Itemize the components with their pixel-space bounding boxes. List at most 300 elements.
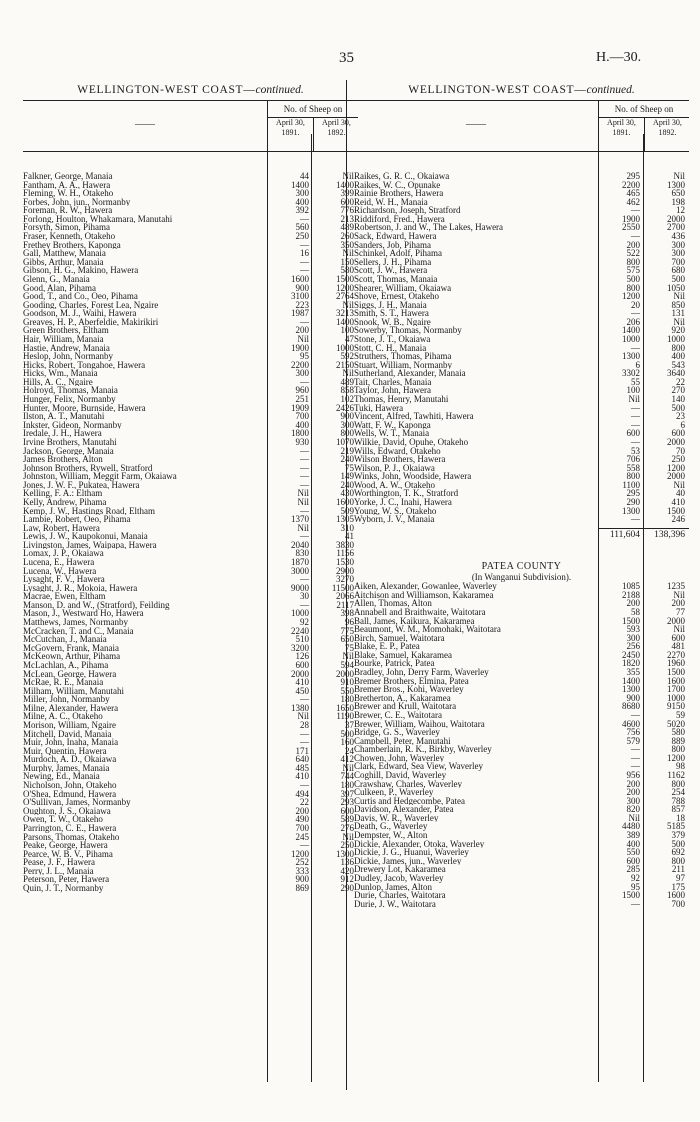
owner-name: Robertson, J. and W., The Lakes, Hawera (354, 223, 504, 233)
owner-name: Sowerby, Thomas, Normanby (354, 326, 462, 335)
owner-name: McLean, George, Hawera (23, 669, 117, 679)
sheep-1891: 92 (300, 617, 309, 628)
sheep-1891: 1909 (291, 402, 309, 413)
sheep-1892: 100 (340, 325, 354, 336)
sheep-1891: 1987 (291, 308, 309, 319)
owner-name: Brewer and Krull, Waitotara (354, 702, 457, 711)
sheep-1891: 465 (626, 188, 640, 199)
sheep-1892: 700 (671, 256, 685, 267)
sheep-1892: 912 (340, 874, 354, 885)
sheep-1891: Nil (297, 488, 309, 499)
owner-name: Glenn, G., Manaia (23, 274, 90, 284)
owner-name: Dickie, James, jun., Waverley (354, 856, 462, 866)
sheep-1892: 858 (340, 385, 354, 396)
owner-name: Beaumont, W. M., Momohaki, Waitotara (354, 625, 501, 634)
owner-name: Coghill, David, Waverley (354, 771, 447, 780)
sheep-1891: 8680 (622, 701, 640, 712)
sheep-1891: 522 (626, 248, 640, 259)
sheep-1892: 1235 (667, 581, 685, 592)
sheep-1891: 485 (295, 762, 309, 773)
owner-name: Morison, William, Ngaire (23, 721, 116, 730)
owner-name: Aiken, Alexander, Gowanlee, Waverley (354, 582, 497, 591)
sheep-1892: 254 (671, 787, 685, 798)
sheep-1891: 295 (626, 488, 640, 499)
sheep-1892: 889 (671, 735, 685, 746)
owner-name: Chamberlain, R. K., Birkby, Waverley (354, 745, 492, 754)
sheep-1891: — (300, 728, 309, 739)
sheep-1892: 2764 (336, 291, 354, 302)
owner-name: Snook, W. B., Ngaire (354, 317, 431, 327)
owner-name: Hastie, Andrew, Manaia (23, 343, 110, 353)
sheep-1892: 600 (671, 632, 685, 643)
owner-name: Law, Robert, Hawera (23, 523, 100, 533)
owner-name: Goodson, M. J., Waihi, Hawera (23, 309, 137, 318)
sheep-1892: 150 (340, 256, 354, 267)
sheep-1892: 910 (340, 677, 354, 688)
owner-name: Foreman, R. W., Hawera (23, 206, 113, 215)
sheep-1892: 1000 (667, 692, 685, 703)
owner-name: Owen, T. W., Otakeho (23, 815, 103, 824)
owner-name: Blake, E. P., Patea (354, 642, 420, 651)
sheep-1892: 75 (345, 462, 354, 473)
sheep-1891: 500 (626, 273, 640, 284)
owner-name: Riddiford, Fred., Hawera (354, 214, 445, 224)
sheep-1891: — (300, 574, 309, 585)
sheep-1892: 1600 (667, 675, 685, 686)
owner-name: Newing, Ed., Manaia (23, 772, 100, 782)
sheep-1891: 800 (626, 282, 640, 293)
owner-name: Scott, J. W., Hawera (354, 266, 428, 275)
sheep-1892: 5020 (667, 718, 685, 729)
sheep-1892: 412 (340, 754, 354, 765)
sheep-1891: 290 (626, 496, 640, 507)
sheep-1891: 494 (295, 788, 309, 799)
sheep-1892: 379 (671, 830, 685, 841)
owner-name: Shove, Ernest, Otakeho (354, 292, 439, 301)
sheep-1891: — (631, 411, 640, 422)
sheep-1891: 2450 (622, 649, 640, 660)
owner-name: Wilson, P. J., Okaiawa (354, 463, 435, 473)
sheep-1891: 1500 (622, 890, 640, 901)
county-subheading: (In Wanganui Subdivision). (471, 572, 572, 583)
owner-name: Aitchison and Williamson, Kakaramea (354, 590, 494, 600)
owner-name: Raikes, G. R. C., Okaiawa (354, 172, 450, 181)
sheep-1892: 250 (671, 454, 685, 465)
owner-name: Lewis, J. W., Kaupokonui, Manaia (23, 532, 148, 541)
sheep-1892: Nil (342, 651, 354, 662)
col-1892-header: April 30, 1892. (313, 118, 359, 151)
owner-name: Yorke, J. C., Inahi, Hawera (354, 497, 452, 507)
sheep-1891: 462 (626, 196, 640, 207)
sheep-1891: 1300 (622, 684, 640, 695)
owner-name: Sanders, Job, Pihama (354, 240, 431, 250)
sheep-1892: 149 (340, 471, 354, 482)
owner-name: Frethey Brothers, Kaponga (23, 240, 121, 250)
sheep-1892: 136 (340, 857, 354, 868)
sheep-1891: — (631, 308, 640, 319)
owner-name: Crawshaw, Charles, Waverley (354, 779, 462, 789)
owner-name: Stott, C. H., Manaia (354, 343, 427, 353)
sheep-1891: 579 (626, 735, 640, 746)
sheep-1892: Nil (673, 624, 685, 635)
sheep-1891: Nil (628, 812, 640, 823)
sheep-1891: 1380 (291, 702, 309, 713)
sheep-1892: 1200 (667, 462, 685, 473)
owner-name: Hicks, Robert, Tongahoe, Hawera (23, 360, 146, 370)
sheep-1892: 744 (340, 771, 354, 782)
owner-name: Gooding, Charles, Forest Lea, Ngaire (23, 300, 159, 310)
owner-name: Kelling, F. A.: Eltham (23, 489, 103, 498)
sheep-1891: 756 (626, 727, 640, 738)
sheep-1892: 12 (676, 205, 685, 216)
sheep-1891: 53 (631, 445, 640, 456)
owner-name: Hunger, Felix, Normanby (23, 395, 116, 404)
owner-name: Iredale, J. H., Hawera (23, 429, 102, 438)
owner-name: Dudley, Jacob, Waverley (354, 873, 444, 883)
sheep-1891: 800 (626, 256, 640, 267)
sheep-1892: 800 (671, 778, 685, 789)
sheep-1891: Nil (297, 333, 309, 344)
sheep-1891: 2200 (291, 359, 309, 370)
owner-name: O'Shea, Edmund, Hawera (23, 789, 117, 799)
sheep-1891: 820 (626, 804, 640, 815)
owner-name: Mason, J., Westward Ho, Hawera (23, 609, 144, 619)
sheep-1891: 1500 (622, 615, 640, 626)
owner-name: Kemp, J. W., Hastings Road, Eltham (23, 506, 155, 516)
sheep-1892: 600 (340, 196, 354, 207)
sheep-1892: 509 (340, 505, 354, 516)
sheep-1891: 700 (295, 411, 309, 422)
owner-name: Winks, John, Woodside, Hawera (354, 472, 472, 481)
owner-name: Thomas, Henry, Manutahi (354, 395, 449, 404)
sheep-1892: 580 (340, 265, 354, 276)
owner-name: Lysaght, F. V., Hawera (23, 575, 105, 584)
owner-name: McLachlan, A., Pihama (23, 660, 109, 670)
sheep-1892: 276 (340, 822, 354, 833)
sheep-1892: 650 (671, 188, 685, 199)
sheep-1892: 160 (340, 737, 354, 748)
owner-name: Lambie, Robert, Oeo, Pihama (23, 515, 131, 524)
sheep-1891: — (631, 419, 640, 430)
sheep-1891: — (300, 471, 309, 482)
owner-name: Siggs, J. H., Manaia (354, 300, 427, 310)
sheep-1892: 857 (671, 804, 685, 815)
sheep-1891: 510 (295, 634, 309, 645)
sheep-1892: 400 (671, 351, 685, 362)
col-1891-header: April 30, 1891. (276, 118, 305, 137)
sheep-1892: 175 (671, 881, 685, 892)
column-rule (643, 134, 644, 1082)
sheep-1891: 300 (626, 795, 640, 806)
sheep-1892: 11500 (331, 582, 354, 593)
sheep-1892: 600 (671, 428, 685, 439)
owner-name: Hicks, Wm., Manaia (23, 369, 98, 378)
sheep-1892: 1400 (336, 316, 354, 327)
sheep-1891: 1100 (622, 479, 640, 490)
sheep-1892: Nil (673, 316, 685, 327)
sheep-1891: 28 (300, 720, 309, 730)
sheep-1892: Nil (342, 762, 354, 773)
sheep-1892: 310 (340, 522, 354, 533)
right-column (354, 84, 689, 908)
owner-name: Smith, S. T., Hawera (354, 309, 429, 318)
sheep-1892: 97 (676, 872, 685, 883)
sheep-1892: 1305 (336, 514, 354, 525)
sheep-1892: 1700 (667, 684, 685, 695)
sheep-count-header: No. of Sheep on (599, 101, 689, 118)
sheep-1891: 2040 (291, 539, 309, 550)
sheep-1892: Nil (673, 171, 685, 181)
sheep-1892: 240 (340, 454, 354, 465)
sheep-1892: 1600 (336, 496, 354, 507)
owner-name: Tait, Charles, Manaia (354, 377, 432, 387)
sheep-1892: 293 (340, 797, 354, 808)
sheep-1892: 788 (671, 795, 685, 806)
owner-name: Sellers, J. H., Pihama (354, 257, 432, 267)
column-rule (311, 134, 312, 1082)
sheep-1892: 1000 (336, 342, 354, 353)
sheep-1891: — (631, 436, 640, 447)
sheep-1892: 213 (340, 213, 354, 224)
sheep-1892: Nil (673, 291, 685, 302)
sheep-1892: 650 (340, 634, 354, 645)
sheep-1891: 700 (295, 822, 309, 833)
owner-name: O'Sullivan, James, Normanby (23, 798, 131, 807)
sheep-1892: 420 (340, 865, 354, 876)
table-header (354, 100, 689, 152)
sheep-1892: 800 (671, 744, 685, 755)
sheep-1892: 1300 (336, 848, 354, 859)
owner-name: Bremer Brothers, Elmina, Patea (354, 676, 469, 686)
sheep-1891: 400 (626, 838, 640, 849)
owner-name: Wells, W. T., Manaia (354, 429, 430, 438)
owner-name: Reid, W. H., Manaia (354, 197, 428, 207)
sheep-1892: 700 (671, 898, 685, 909)
sheep-1892: 436 (671, 231, 685, 242)
sheep-1891: 245 (295, 831, 309, 842)
owner-name: Fantham, A. A., Hawera (23, 180, 111, 190)
sheep-1891: — (300, 599, 309, 610)
owner-name: Hills, A. C., Ngaire (23, 377, 93, 387)
sheep-1892: 920 (671, 325, 685, 336)
sheep-1892: 398 (340, 608, 354, 619)
sheep-1892: Nil (342, 248, 354, 259)
sheep-1892: 481 (671, 641, 685, 652)
sheep-1892: 200 (671, 598, 685, 609)
sheep-1892: 102 (340, 394, 354, 405)
sheep-1891: 900 (295, 874, 309, 885)
sheep-1892: 198 (671, 196, 685, 207)
owner-name: Schinkel, Adolf, Pihama (354, 249, 442, 258)
owner-name: Vincent, Alfred, Tawhiti, Hawera (354, 412, 474, 421)
sheep-1892: 800 (671, 855, 685, 866)
sheep-1891: 1600 (291, 273, 309, 284)
sheep-1891: 400 (295, 419, 309, 430)
sheep-1891: 2000 (291, 668, 309, 679)
left-column (23, 84, 358, 893)
sheep-1891: — (300, 213, 309, 224)
sheep-1892: 2000 (667, 213, 685, 224)
sheep-1891: 640 (295, 754, 309, 765)
owner-name: Annabell and Braithwaite, Waitotara (354, 608, 486, 617)
owner-name: Worthington, T. K., Stratford (354, 489, 459, 498)
owner-name: Dickie, J. G., Huanui, Waverley (354, 848, 469, 857)
sheep-1892: 543 (671, 359, 685, 370)
table-row (354, 515, 689, 524)
sheep-1891: — (631, 761, 640, 772)
sheep-1891: — (300, 694, 309, 705)
owner-name: Lysaght, J. R., Mokoia, Hawera (23, 583, 138, 593)
owner-name: Lucena, W., Hawera (23, 566, 97, 576)
owner-name: Raikes, W. C., Opunake (354, 180, 441, 190)
sheep-1892: 260 (340, 231, 354, 242)
owner-list (23, 172, 358, 893)
owner-name: Johnson Brothers, Rywell, Stratford (23, 463, 153, 473)
owner-name: Dempster, W., Alton (354, 831, 428, 840)
sheep-1892: 2150 (336, 359, 354, 370)
sheep-1892: 2900 (336, 565, 354, 576)
sheep-1891: — (631, 898, 640, 909)
sheep-1892: 300 (671, 239, 685, 250)
sheep-1891: 930 (295, 436, 309, 447)
owner-list (354, 172, 689, 524)
sheep-1891: 1400 (622, 325, 640, 336)
sheep-1892: 1200 (336, 282, 354, 293)
sheep-1891: 900 (295, 282, 309, 293)
sheep-1891: 44 (300, 171, 309, 181)
sheep-1892: 47 (345, 333, 354, 344)
sheep-1892: 1070 (336, 436, 354, 447)
owner-name: Gibbs, Arthur, Manaia (23, 257, 104, 267)
owner-name: Shearer, William, Okaiawa (354, 283, 452, 293)
sheep-1892: 3270 (336, 574, 354, 585)
owner-name: Green Brothers, Eltham (23, 326, 109, 335)
sheep-1891: 4600 (622, 718, 640, 729)
sheep-1892: 1960 (667, 658, 685, 669)
sheep-1891: 200 (295, 805, 309, 816)
sheep-1892: 2426 (336, 402, 354, 413)
sheep-1892: 3213 (336, 308, 354, 319)
owner-name: Scott, Thomas, Manaia (354, 274, 438, 284)
sheep-1892: 1200 (667, 752, 685, 763)
owner-name: Wyborn, J. V., Manaia (354, 515, 435, 524)
sheep-1891: — (300, 256, 309, 267)
owner-name: Stuart, William, Normanby (354, 360, 452, 370)
sheep-1891: 22 (300, 797, 309, 808)
owner-name: Hunter, Moore, Burnside, Hawera (23, 403, 146, 413)
sheep-1891: 2240 (291, 625, 309, 636)
sheep-1891: 355 (626, 667, 640, 678)
sheep-1891: 550 (626, 847, 640, 858)
sheep-1892: 140 (671, 394, 685, 405)
sheep-1891: 3000 (291, 565, 309, 576)
owner-name: McRae, R. E., Manaia (23, 678, 104, 687)
sheep-1891: 900 (626, 692, 640, 703)
sheep-1891: 58 (631, 607, 640, 618)
sheep-1892: 500 (340, 728, 354, 739)
sheep-1891: 400 (295, 196, 309, 207)
sheep-1891: 490 (295, 814, 309, 825)
owner-name: Bradley, John, Derry Farm, Waverley (354, 668, 489, 677)
sheep-1892: 550 (340, 685, 354, 696)
sheep-1891: 92 (631, 872, 640, 883)
sheep-1891: 960 (295, 385, 309, 396)
sheep-1891: 830 (295, 548, 309, 559)
sheep-1891: 200 (295, 325, 309, 336)
sheep-1891: 4480 (622, 821, 640, 832)
owner-name: Gibson, H. G., Makino, Hawera (23, 266, 139, 275)
sheep-1891: — (631, 752, 640, 763)
owner-name: Clark, Edward, Sea View, Waverley (354, 762, 484, 772)
sheep-1891: 1900 (622, 213, 640, 224)
owner-name: Tuki, Hawera (354, 403, 404, 413)
sheep-1891: Nil (297, 711, 309, 722)
sheep-1891: 126 (295, 651, 309, 662)
sheep-1892: 500 (671, 402, 685, 413)
owner-name: Oughton, J. S., Okaiawa (23, 806, 111, 816)
sheep-1892: 592 (340, 351, 354, 362)
sheep-1891: 575 (626, 265, 640, 276)
sheep-1892: 41 (345, 531, 354, 542)
sheep-1891: 1900 (291, 342, 309, 353)
sheep-1891: 2188 (622, 589, 640, 600)
owner-name: Murdoch, A. D., Okaiawa (23, 755, 117, 764)
sheep-1891: 392 (295, 205, 309, 216)
sheep-1892: 6 (680, 419, 685, 430)
sheep-1891: 560 (295, 222, 309, 233)
col-1892-header: April 30, 1892. (644, 118, 690, 151)
sheep-1892: 131 (671, 308, 685, 319)
sheep-1892: Nil (342, 171, 354, 181)
sheep-1891: 389 (626, 830, 640, 841)
sheep-1891: 3302 (622, 368, 640, 379)
owner-name: Brewer, William, Waihou, Waitotara (354, 719, 485, 729)
sheep-1891: 593 (626, 624, 640, 635)
owner-name: Kelly, Andrew, Pihama (23, 497, 107, 507)
sheep-1891: — (300, 479, 309, 490)
sheep-1891: 2200 (622, 179, 640, 190)
sheep-1892: 800 (671, 342, 685, 353)
sheep-1891: 6 (635, 359, 640, 370)
sheep-1892: 1190 (336, 711, 354, 722)
sheep-1891: 410 (295, 677, 309, 688)
sheep-1892: 1300 (667, 179, 685, 190)
sheep-1892: 800 (340, 428, 354, 439)
sheep-1891: 200 (626, 598, 640, 609)
sheep-1892: 219 (340, 445, 354, 456)
owner-list (354, 582, 689, 908)
sheep-1891: — (300, 454, 309, 465)
total-1891: 111,604 (609, 529, 640, 540)
owner-name: Ilston, A. T., Manutahi (23, 412, 105, 421)
sheep-1891: — (300, 445, 309, 456)
sheep-1892: 850 (671, 299, 685, 310)
sheep-1892: Nil (673, 589, 685, 600)
sheep-1891: 20 (631, 299, 640, 310)
sheep-1892: 40 (676, 488, 685, 499)
owner-name: Irvine Brothers, Manutahi (23, 437, 117, 447)
sheep-1892: 2117 (336, 599, 354, 610)
sheep-1891: 3200 (291, 642, 309, 653)
owner-name: Brewer, C. E., Waitotara (354, 710, 442, 720)
owner-name: Bourke, Patrick, Patea (354, 659, 435, 669)
owner-name: Wood, A. W., Otakeho (354, 480, 436, 490)
sheep-1891: — (300, 737, 309, 748)
sheep-1891: 1400 (291, 179, 309, 190)
owner-name: Pease, J. F., Hawera (23, 858, 96, 867)
sheep-1891: — (300, 265, 309, 276)
sheep-1891: — (631, 514, 640, 525)
